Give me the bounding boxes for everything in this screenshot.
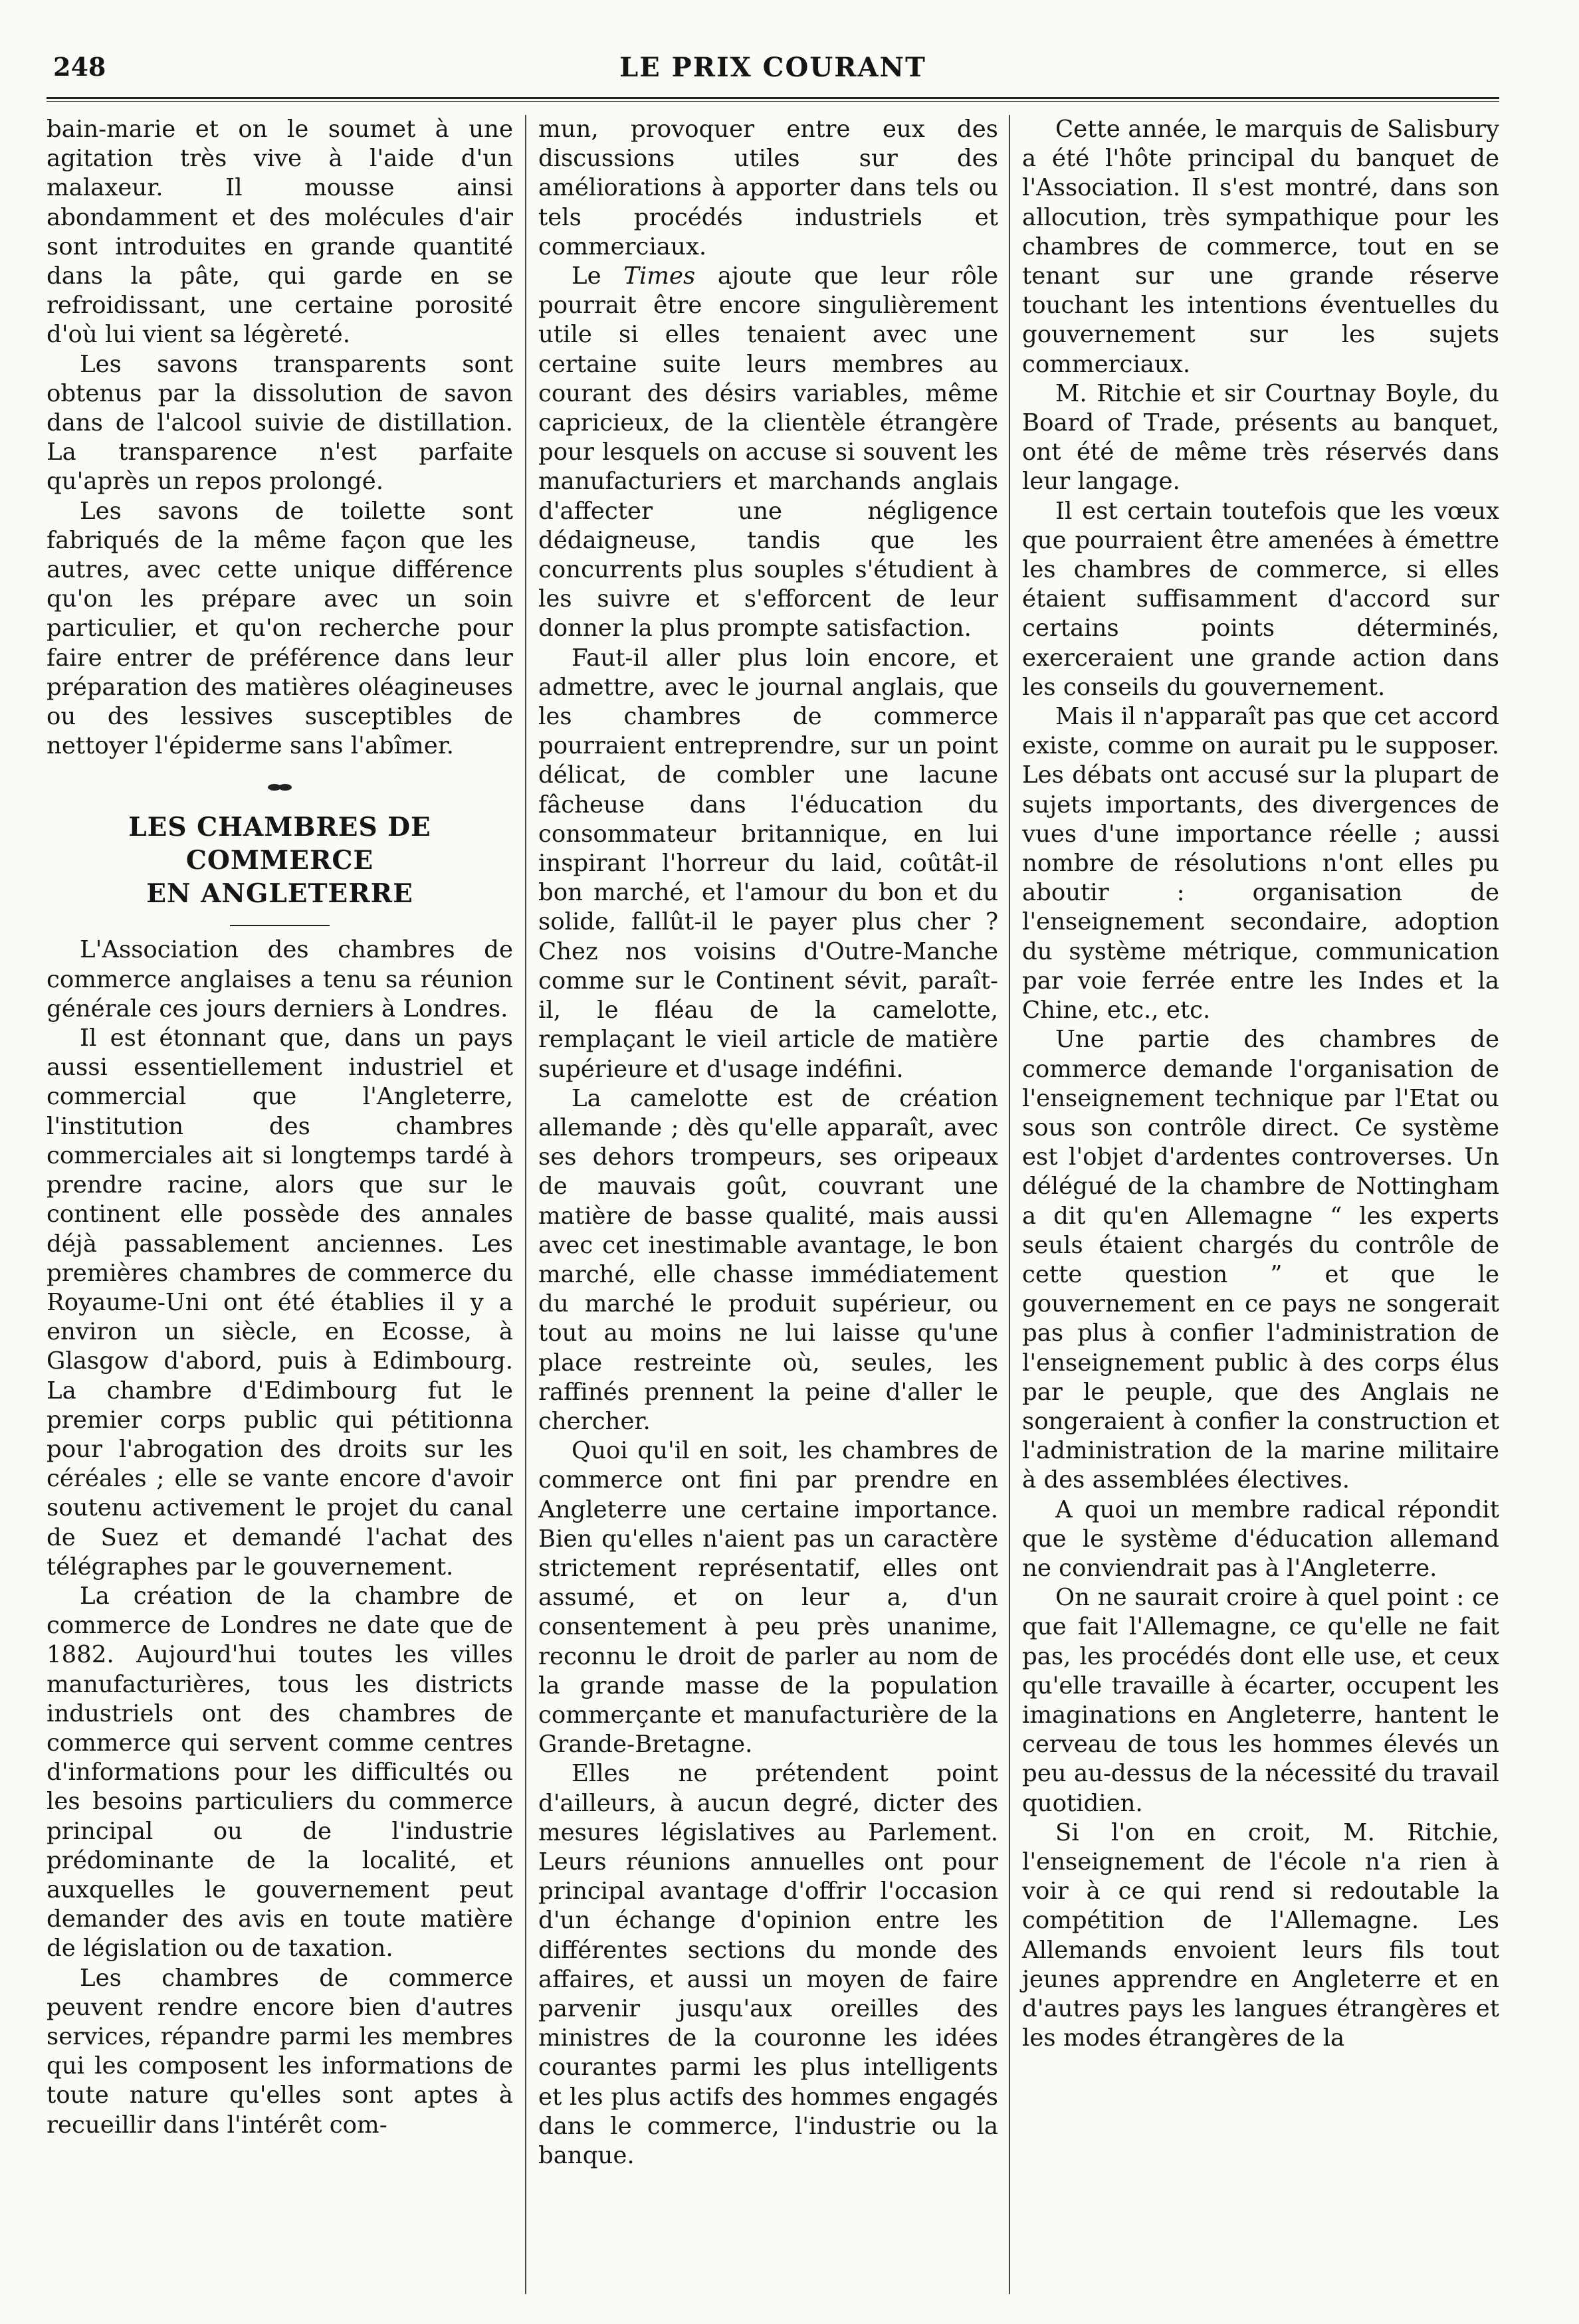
section-title-line: LES CHAMBRES DE COMMERCE (128, 812, 431, 876)
paragraph: Il est étonnant que, dans un pays aussi essentiellement industriel et commercial que l'Angleterre, l'institution des chambres commerciales ait si longtemps tardé à prendre racine, alors que sur le continent elle possède des annales déjà passablement anciennes. Les premières chambres de commerce du Royaume-Uni ont été établies il y a environ un siècle, en Ecosse, à Glasgow d'abord, puis à Edimbourg. La chambre d'Edimbourg fut le premier corps public qui pétitionna pour l'abrogation des droits sur les céréales ; elle se vante encore d'avoir soutenu activement le projet du canal de Suez et demandé l'achat des télégraphes par le gouvernement. (47, 1024, 513, 1581)
paragraph: L'Association des chambres de commerce anglaises a tenu sa réunion générale ces jours derniers à Londres. (47, 936, 513, 1022)
paragraph: La création de la chambre de commerce de Londres ne date que de 1882. Aujourd'hui toutes les villes manufacturières, tous les districts industriels ont des chambres de commerce qui servent comme centres d'informations pour les difficultés ou les besoins particuliers du commerce principal ou de l'industrie prédominante de la localité, et auxquelles le gouvernement peut demander des avis en toute matière de législation ou de taxation. (47, 1582, 513, 1963)
column-3 (1009, 115, 1499, 2294)
section-separator-ornament (47, 778, 513, 795)
paragraph: Faut-il aller plus loin encore, et admettre, avec le journal anglais, que les chambres de commerce pourraient entreprendre, sur un point délicat, de combler une lacune fâcheuse dans l'éducation du consommateur britannique, en lui inspirant l'horreur du laid, coûtât-il bon marché, et l'amour du bon et du solide, fallût-il le payer plus cher ? Chez nos voisins d'Outre-Manche comme sur le Continent sévit, paraît-il, le fléau de la camelotte, remplaçant le vieil article de matière supérieure et d'usage indéfini. (538, 644, 998, 1083)
section-title (47, 811, 513, 910)
title-rule (230, 925, 330, 926)
paragraph: La camelotte est de création allemande ; dès qu'elle apparaît, avec ses dehors trompeurs, ses oripeaux de mauvais goût, couvrant une matière de basse qualité, mais aussi avec cet inestimable avantage, le bon marché, elle chasse immédiatement du marché le produit supérieur, ou tout au moins ne lui laisse qu'une place restreinte où, seules, les raffinés prennent la peine d'aller le chercher. (538, 1084, 998, 1435)
paragraph: Les chambres de commerce peuvent rendre encore bien d'autres services, répandre parmi les membres qui les composent les informations de toute nature qu'elles sont aptes à recueillir dans l'intérêt com- (47, 1964, 513, 2139)
paragraph: mun, provoquer entre eux des discussions utiles sur des améliorations à apporter dans tels ou tels procédés industriels et commerciaux. (538, 116, 998, 260)
paragraph: Si l'on en croit, M. Ritchie, l'enseignement de l'école n'a rien à voir à ce qui rend si redoutable la compétition de l'Allemagne. Les Allemands envoient leurs fils tout jeunes apprendre en Angleterre et en d'autres pays les langues étrangères et les modes étrangères de la (1022, 1818, 1499, 2052)
paragraph: On ne saurait croire à quel point : ce que fait l'Allemagne, ce qu'elle ne fait pas, les procédés dont elle use, et ceux qu'elle travaille à écarter, occupent les imaginations en Angleterre, hantent le cerveau de tous les hommes élevés un peu au-dessus de la nécessité du travail quotidien. (1022, 1584, 1499, 1817)
newspaper-name: Times (623, 262, 696, 290)
page-header (47, 40, 1499, 93)
column-2 (525, 115, 1009, 2294)
section-title-line: EN ANGLETERRE (146, 878, 413, 910)
paragraph: Elles ne prétendent point d'ailleurs, à aucun degré, dicter des mesures législatives au Parlement. Leurs réunions annuelles ont pour principal avantage d'offrir l'occasion d'un échange d'opinion entre les différentes sections du monde des affaires, et aussi un moyen de faire parvenir jusqu'aux oreilles des ministres de la couronne les idées courantes parmi les plus intelligents et les plus actifs des hommes engagés dans le commerce, l'industrie ou la banque. (538, 1760, 998, 2170)
paragraph: Il est certain toutefois que les vœux que pourraient être amenées à émettre les chambres de commerce, si elles étaient suffisamment d'accord sur certains points déterminés, exerceraient une grande action dans les conseils du gouvernement. (1022, 497, 1499, 701)
paragraph: Quoi qu'il en soit, les chambres de commerce ont fini par prendre en Angleterre une certaine importance. Bien qu'elles n'aient pas un caractère strictement représentatif, elles ont assumé, et on leur a, d'un consentement à peu près unanime, reconnu le droit de parler au nom de la grande masse de la population commerçante et manufacturière de la Grande-Bretagne. (538, 1437, 998, 1759)
paragraph: Les savons de toilette sont fabriqués de la même façon que les autres, avec cette unique différence qu'on les prépare avec un soin particulier, et qu'on recherche pour faire entrer de préférence dans leur préparation des matières oléagineuses ou des lessives susceptibles de nettoyer l'épiderme sans l'abîmer. (47, 497, 513, 760)
header-rule (47, 97, 1499, 102)
paragraph: Cette année, le marquis de Salisbury a été l'hôte principal du banquet de l'Association. Il s'est montré, dans son allocution, très sympathique pour les chambres de commerce, tout en se tenant sur une grande réserve touchant les intentions éventuelles du gouvernement sur les sujets commerciaux. (1022, 116, 1499, 378)
column-1 (47, 115, 525, 2294)
paragraph: Les savons transparents sont obtenus par la dissolution de savon dans de l'alcool suivie de distillation. La transparence n'est parfaite qu'après un repos prolongé. (47, 350, 513, 496)
paragraph (538, 262, 998, 644)
paragraph: M. Ritchie et sir Courtnay Boyle, du Board of Trade, présents au banquet, ont été de même très réservés dans leur langage. (1022, 379, 1499, 496)
paragraph: Mais il n'apparaît pas que cet accord existe, comme on aurait pu le supposer. Les débats ont accusé sur la plupart de sujets importants, des divergences de vues d'une importance réelle ; aussi nombre de résolutions n'ont elles pu aboutir : organisation de l'enseignement secondaire, adoption du système métrique, communication par voie ferrée entre les Indes et la Chine, etc., etc. (1022, 703, 1499, 1024)
paragraph: Une partie des chambres de commerce demande l'organisation de l'enseignement technique par l'Etat ou sous son contrôle direct. Ce système est l'objet d'ardentes controverses. Un délégué de la chambre de Nottingham a dit qu'en Allemagne “ les experts seuls étaient chargés du contrôle de cette question ” et que le gouvernement en ce pays ne songerait pas plus à confier l'administration de l'enseignement public à des corps élus par le peuple, que des Anglais ne songeraient à confier la construction et l'administration de la marine militaire à des assemblées électives. (1022, 1026, 1499, 1494)
paragraph: bain-marie et on le soumet à une agitation très vive à l'aide d'un malaxeur. Il mousse ainsi abondamment et des molécules d'air sont introduites en grande quantité dans la pâte, qui garde en se refroidissant, une certaine porosité d'où lui vient sa légèreté. (47, 116, 513, 349)
paragraph: A quoi un membre radical répondit que le système d'éducation allemand ne conviendrait pas à l'Angleterre. (1022, 1496, 1499, 1582)
running-title: LE PRIX COURANT (619, 52, 926, 83)
text-span: Le (572, 262, 624, 290)
text-columns (47, 115, 1499, 2294)
page-number: 248 (53, 52, 106, 82)
text-span: ajoute que leur rôle pourrait être encore singulièrement utile si elles tenaient avec une certaine suite leurs membres au courant des désirs variables, même capricieux, de la clientèle étrangère pour lesquels on accuse si souvent les manufacturiers et marchands anglais d'affecter une négligence dédaigneuse, tandis que les concurrents plus souples s'étudient à les suivre et s'efforcent de leur donner la plus prompte satisfaction. (538, 262, 998, 642)
